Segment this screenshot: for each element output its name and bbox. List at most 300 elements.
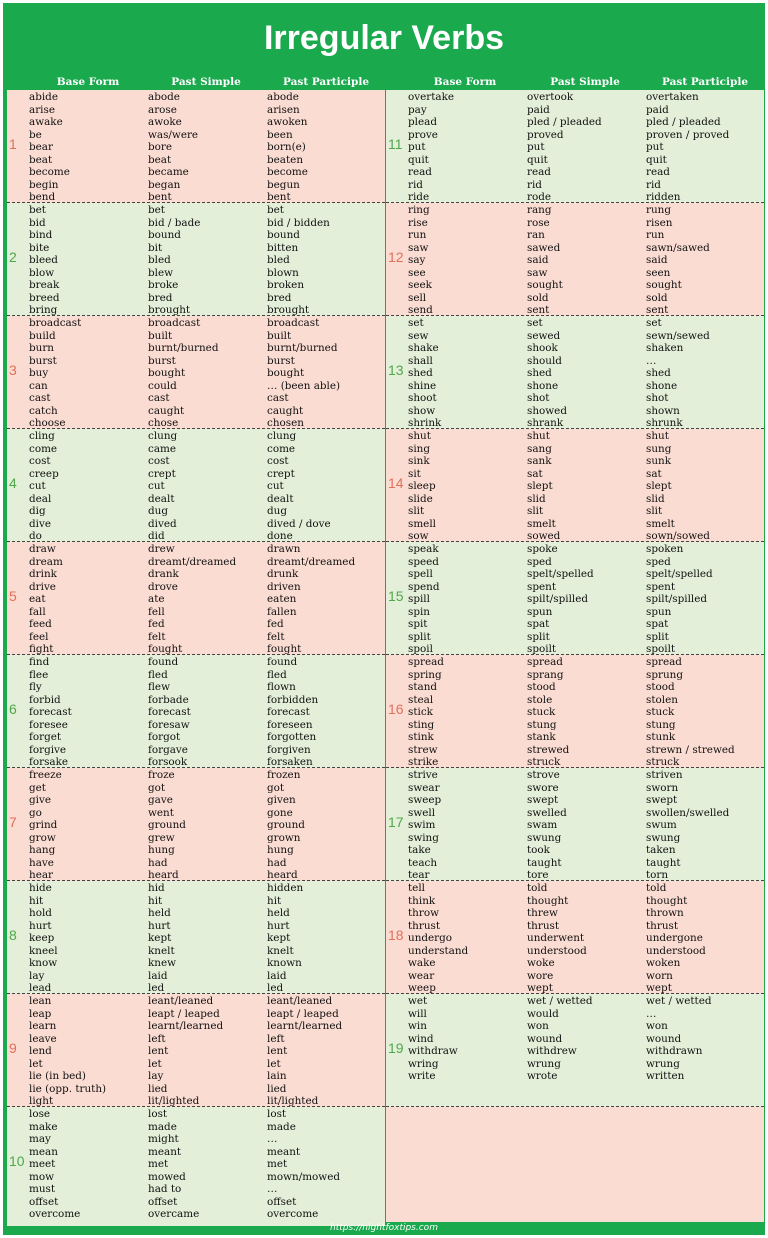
past-participle: cut [267,480,284,492]
past-simple: quit [527,153,548,166]
base-form: thrust [408,919,441,932]
base-form: ride [408,191,430,203]
past-participle: forgiven [267,743,311,756]
past-simple: ran [527,229,545,241]
base-form: steal [408,693,434,706]
base-form: meet [29,1158,56,1170]
past-participle: fallen [267,605,297,618]
base-form: break [29,279,60,291]
past-participle: bound [267,229,300,241]
verb-row [7,505,385,518]
past-participle: fought [267,643,302,655]
base-form: feed [29,618,52,630]
base-form: withdraw [408,1045,458,1057]
base-form: hear [29,869,54,881]
verb-row [386,104,764,117]
past-participle: known [267,957,302,969]
base-form: bend [29,191,56,203]
past-participle: driven [267,580,301,593]
base-form: rid [408,178,423,191]
base-form: sell [408,291,427,304]
verb-row [386,191,764,203]
past-participle: knelt [267,944,294,957]
past-participle: come [267,442,296,455]
past-participle: spilt/spilled [646,593,708,605]
past-participle: sung [646,442,672,455]
base-form: feel [29,630,49,643]
verb-row [386,844,764,857]
base-form: see [408,266,426,279]
verb-row [7,480,385,493]
past-simple: found [148,656,179,668]
past-participle: broken [267,279,305,291]
verb-group [386,768,764,881]
base-form: lean [29,995,52,1007]
group-number: 5 [9,588,17,604]
past-participle: read [646,166,670,178]
past-simple: ate [148,593,165,605]
past-simple: ground [148,819,186,831]
past-participle: chosen [267,417,304,429]
past-participle: ground [267,819,305,831]
past-simple: shook [527,342,558,354]
past-simple: understood [527,944,587,957]
past-participle: crept [267,467,295,480]
past-simple: would [527,1007,559,1020]
past-simple: shut [527,430,550,442]
past-participle: hidden [267,882,304,894]
verb-row [386,292,764,305]
verb-row [7,1058,385,1071]
past-simple: lost [148,1108,168,1120]
past-participle: shed [646,367,671,379]
verb-row [7,869,385,881]
past-simple: heard [148,869,179,881]
past-participle: proven / proved [646,128,730,141]
past-simple: wrung [527,1057,561,1070]
past-simple: hid [148,882,165,894]
past-participle: seen [646,266,671,279]
base-form: shoot [408,392,437,404]
base-form: burst [29,354,57,367]
base-form: sow [408,530,429,542]
past-participle: strewn / strewed [646,743,735,756]
verb-row [7,342,385,355]
verb-row [386,304,764,316]
past-participle: won [646,1020,668,1032]
past-participle: sewn/sewed [646,329,710,342]
past-simple: began [148,178,181,191]
past-participle: broadcast [267,317,320,329]
group-number: 11 [388,136,403,152]
verb-row [386,631,764,644]
verb-group [386,316,764,429]
base-form: dream [29,555,63,568]
verb-row [386,543,764,556]
past-simple: spat [527,618,550,630]
base-form: shall [408,354,433,367]
verb-row [7,1045,385,1058]
verb-group [7,994,385,1107]
verb-row [386,430,764,443]
verb-group [7,1107,385,1226]
base-form: bind [29,229,53,241]
verb-row [386,706,764,719]
verb-row [386,681,764,694]
past-simple: became [148,166,189,178]
past-simple: leapt / leaped [148,1007,220,1020]
base-form: slide [408,492,433,505]
base-form: quit [408,153,429,166]
past-simple: arose [148,103,177,116]
past-participle: thought [646,894,688,907]
base-form: arise [29,103,55,116]
verb-row [7,530,385,542]
past-simple: drew [148,543,175,555]
base-form: blow [29,266,55,279]
verb-row [7,1121,385,1134]
past-simple: pled / pleaded [527,116,602,128]
base-form: learn [29,1020,57,1032]
past-simple: bore [148,141,173,153]
past-simple: woke [527,957,555,969]
verb-row [7,618,385,631]
past-simple: taught [527,856,562,869]
verb-row [7,769,385,782]
base-form: foresee [29,718,68,731]
base-form: cast [29,392,51,404]
past-simple: sewed [527,329,561,342]
verb-row [386,279,764,292]
verb-row [7,1158,385,1171]
base-form: know [29,957,58,969]
verb-row [7,1083,385,1096]
past-simple: wet / wetted [527,995,593,1007]
past-simple: thought [527,894,569,907]
past-participle: forgotten [267,731,317,743]
verb-row [386,581,764,594]
header-past-left: Past Simple [171,76,241,88]
verb-row [386,254,764,267]
past-simple: sowed [527,530,561,542]
base-form: bring [29,304,58,316]
past-simple: swept [527,794,559,806]
group-number: 7 [9,814,17,830]
verb-row [7,129,385,142]
past-simple: forecast [148,706,191,718]
group-number: 13 [388,362,404,378]
past-simple: came [148,442,177,455]
base-form: show [408,404,436,417]
past-participle: forecast [267,706,310,718]
verb-row [7,995,385,1008]
past-participle: felt [267,630,285,643]
verb-row [386,267,764,280]
past-simple: wept [527,982,553,994]
base-form: do [29,530,42,542]
base-form: will [408,1007,427,1020]
past-participle: quit [646,153,667,166]
past-participle: offset [267,1195,297,1208]
past-participle: thrust [646,919,679,932]
past-participle: flown [267,681,296,693]
past-simple: wound [527,1032,563,1045]
past-participle: met [267,1158,288,1170]
column-headers [3,75,765,89]
verb-group [7,316,385,429]
base-form: grind [29,819,58,831]
past-simple: overcame [148,1208,200,1220]
group-number: 4 [9,475,17,491]
past-participle: wet / wetted [646,995,712,1007]
past-participle: burst [267,354,295,367]
past-participle: begun [267,178,300,191]
past-participle: run [646,229,665,241]
past-participle: cast [267,392,289,404]
verb-row [386,417,764,429]
verb-row [386,179,764,192]
verb-group [7,542,385,655]
past-participle: stuck [646,706,675,718]
past-simple: kept [148,932,172,944]
past-participle: drawn [267,543,301,555]
past-simple: proved [527,128,564,141]
base-form: hang [29,844,56,856]
past-participle: hurt [267,919,290,932]
past-participle: stood [646,681,675,693]
past-participle: wrung [646,1057,680,1070]
past-simple: spoke [527,543,558,555]
past-simple: chose [148,417,179,429]
base-form: broadcast [29,317,82,329]
base-form: bear [29,141,53,153]
past-participle: born(e) [267,141,306,153]
past-participle: dug [267,505,287,517]
past-participle: clung [267,430,297,442]
base-form: swing [408,831,439,844]
past-participle: … [267,1183,278,1195]
base-form: strive [408,769,438,781]
past-simple: rid [527,178,542,191]
base-form: shed [408,367,433,379]
verb-row [7,857,385,870]
verb-row [386,593,764,606]
past-simple: told [527,882,548,894]
past-participle: spelt/spelled [646,568,713,580]
past-simple: was/were [148,128,199,141]
verb-row [7,844,385,857]
past-simple: gave [148,794,173,806]
base-form: be [29,128,42,141]
past-simple: sawed [527,241,561,254]
base-form: stand [408,681,438,693]
past-participle: drunk [267,568,299,580]
past-simple: strewed [527,743,570,756]
verb-row [7,279,385,292]
base-form: choose [29,417,66,429]
past-participle: sat [646,467,662,480]
verb-group [386,429,764,542]
base-form: awake [29,116,63,128]
past-simple: awoke [148,116,182,128]
verb-row [7,819,385,832]
verb-row [7,141,385,154]
past-simple: fed [148,618,165,630]
verb-row [7,1171,385,1184]
verb-row [7,957,385,970]
verb-row [386,643,764,655]
past-simple: swore [527,781,559,794]
base-form: go [29,806,42,819]
base-form: sleep [408,480,436,492]
past-participle: found [267,656,298,668]
past-simple: bent [148,191,172,203]
base-form: sting [408,718,435,731]
base-form: deal [29,492,52,505]
past-simple: shone [527,379,559,392]
verb-group [7,203,385,316]
base-form: swim [408,819,436,831]
base-form: give [29,794,51,806]
past-simple: blew [148,266,174,279]
base-form: spoil [408,643,433,655]
base-form: shake [408,342,439,354]
past-simple: went [148,806,174,819]
verb-row [7,731,385,744]
past-simple: underwent [527,932,585,944]
past-simple: froze [148,769,175,781]
past-participle: had [267,856,287,869]
verb-row [7,1070,385,1083]
past-participle: shot [646,392,669,404]
past-participle: bought [267,367,305,379]
base-form: bet [29,204,46,216]
verb-row [7,493,385,506]
verb-row [386,129,764,142]
base-form: undergo [408,932,453,944]
verb-row [386,1070,764,1083]
past-simple: sped [527,555,552,568]
past-participle: rid [646,178,661,191]
past-simple: set [527,317,543,329]
footer-url[interactable]: https://nightfoxtips.com [330,1223,438,1233]
past-simple: fell [148,605,165,618]
base-form: sew [408,329,429,342]
base-form: weep [408,982,436,994]
verb-group [7,768,385,881]
verb-row [7,367,385,380]
past-participle: … [646,354,657,367]
past-participle: struck [646,756,680,768]
past-participle: told [646,882,667,894]
past-participle: forbidden [267,693,319,706]
base-form: lead [29,982,52,994]
verb-row [386,468,764,481]
group-number: 3 [9,362,17,378]
past-participle: lent [267,1045,288,1057]
base-form: spell [408,568,433,580]
past-participle: stunk [646,731,676,743]
verb-row [7,932,385,945]
past-participle: sold [646,291,668,304]
base-form: fall [29,605,46,618]
past-simple: broadcast [148,317,201,329]
past-simple: split [527,630,550,643]
verb-row [7,832,385,845]
past-participle: slept [646,480,672,492]
base-form: lose [29,1108,51,1120]
verb-row [386,455,764,468]
verb-row [7,430,385,443]
verb-row [386,91,764,104]
past-participle: split [646,630,669,643]
verb-row [7,1133,385,1146]
past-participle: burnt/burned [267,342,338,354]
past-simple: did [148,530,165,542]
past-simple: met [148,1158,169,1170]
header-participle-left: Past Participle [282,76,369,88]
past-participle: sunk [646,455,672,467]
base-form: write [408,1070,436,1082]
past-participle: left [267,1032,285,1045]
base-form: wake [408,957,436,969]
base-form: kneel [29,944,58,957]
base-form: stick [408,706,433,718]
verb-group [386,203,764,316]
past-participle: shone [646,379,678,392]
past-simple: led [148,982,165,994]
past-simple: could [148,379,177,392]
base-form: begin [29,178,59,191]
verb-row [386,618,764,631]
base-form: get [29,781,46,794]
past-participle: arisen [267,103,300,116]
past-participle: brought [267,304,310,316]
base-form: split [408,630,431,643]
base-form: build [29,329,56,342]
base-form: shine [408,379,437,392]
past-participle: wound [646,1032,682,1045]
past-simple: should [527,354,562,367]
verb-row [386,1058,764,1071]
base-form: sweep [408,794,442,806]
verb-row [7,920,385,933]
base-form: put [408,141,426,153]
base-form: swear [408,781,440,794]
verb-row [7,1146,385,1159]
base-form: teach [408,856,438,869]
base-form: say [408,254,426,266]
past-participle: been [267,128,293,141]
past-participle: abode [267,91,299,103]
past-simple: foresaw [148,718,190,731]
base-form: hit [29,894,44,907]
verb-row [7,1033,385,1046]
past-simple: sought [527,279,563,291]
base-form: dive [29,517,51,530]
verb-row [386,995,764,1008]
base-form: make [29,1120,58,1133]
verb-row [7,669,385,682]
verb-row [7,756,385,768]
base-form: run [408,229,427,241]
base-form: overcome [29,1208,81,1220]
past-participle: lit/lighted [267,1095,319,1107]
verb-group [386,542,764,655]
past-simple: showed [527,404,567,417]
past-simple: bet [148,204,165,216]
past-simple: got [148,781,166,794]
